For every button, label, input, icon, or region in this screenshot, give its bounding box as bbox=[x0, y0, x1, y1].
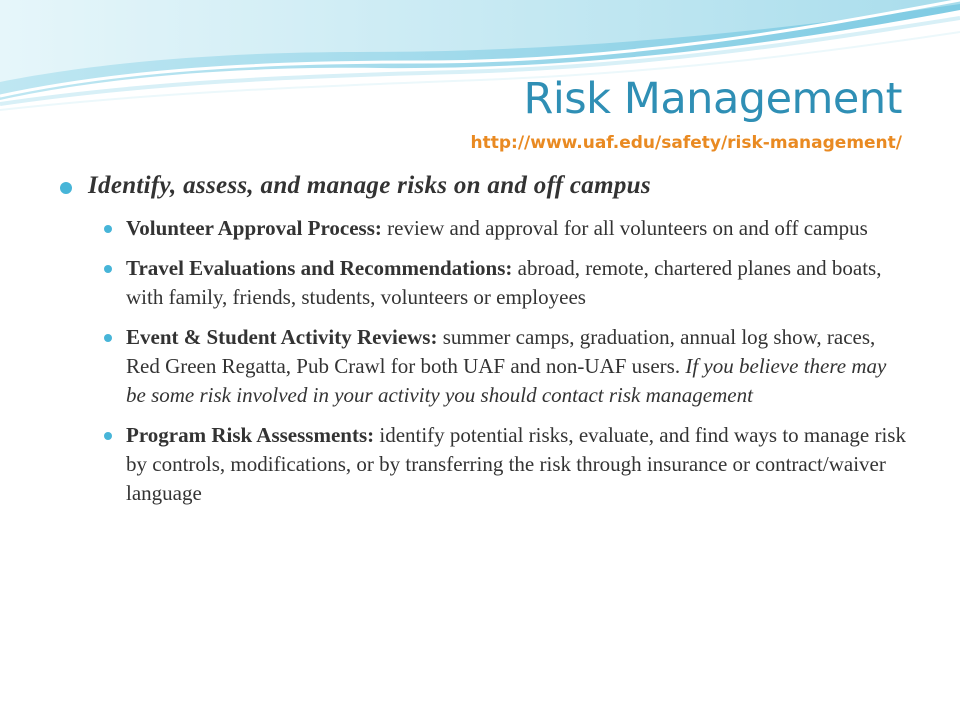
sub-bullet-lead: Event & Student Activity Reviews: bbox=[126, 325, 438, 349]
bullet-dot-icon bbox=[104, 225, 112, 233]
bullet-dot-icon bbox=[104, 265, 112, 273]
sub-bullet-italic-note: If you believe there may be some risk involved in your activity you should contact risk management bbox=[126, 354, 887, 407]
sub-bullet-text: review and approval for all volunteers on and off campus bbox=[381, 216, 868, 240]
sub-bullet-text: summer camps, graduation, annual log show, races, Red Green Regatta, Pub Crawl for both UAF and non-UAF users. bbox=[126, 325, 876, 378]
sub-bullet-text: identify potential risks, evaluate, and find ways to manage risk by controls, modifications, or by transferring the risk through insurance or contract/waiver language bbox=[126, 423, 906, 505]
sub-bullet-lead: Program Risk Assessments: bbox=[126, 423, 375, 447]
slide-title: Risk Management bbox=[523, 74, 902, 124]
bullet-dot-icon bbox=[60, 182, 72, 194]
sub-bullet-event bbox=[60, 323, 906, 410]
sub-bullet-lead: Volunteer Approval Process: bbox=[126, 216, 382, 240]
slide-content bbox=[60, 172, 920, 519]
main-bullet-text: Identify, assess, and manage risks on and off campus bbox=[88, 172, 651, 199]
bullet-dot-icon bbox=[104, 432, 112, 440]
sub-bullet-travel bbox=[60, 254, 906, 312]
main-bullet bbox=[60, 172, 920, 200]
sub-bullet-program bbox=[60, 421, 906, 508]
bullet-dot-icon bbox=[104, 334, 112, 342]
risk-management-link[interactable]: http://www.uaf.edu/safety/risk-management/ bbox=[470, 133, 902, 153]
sub-bullet-volunteer bbox=[60, 214, 906, 243]
sub-bullet-lead: Travel Evaluations and Recommendations: bbox=[126, 256, 513, 280]
sub-bullet-text: abroad, remote, chartered planes and boats, with family, friends, students, volunteers or employees bbox=[126, 256, 882, 309]
